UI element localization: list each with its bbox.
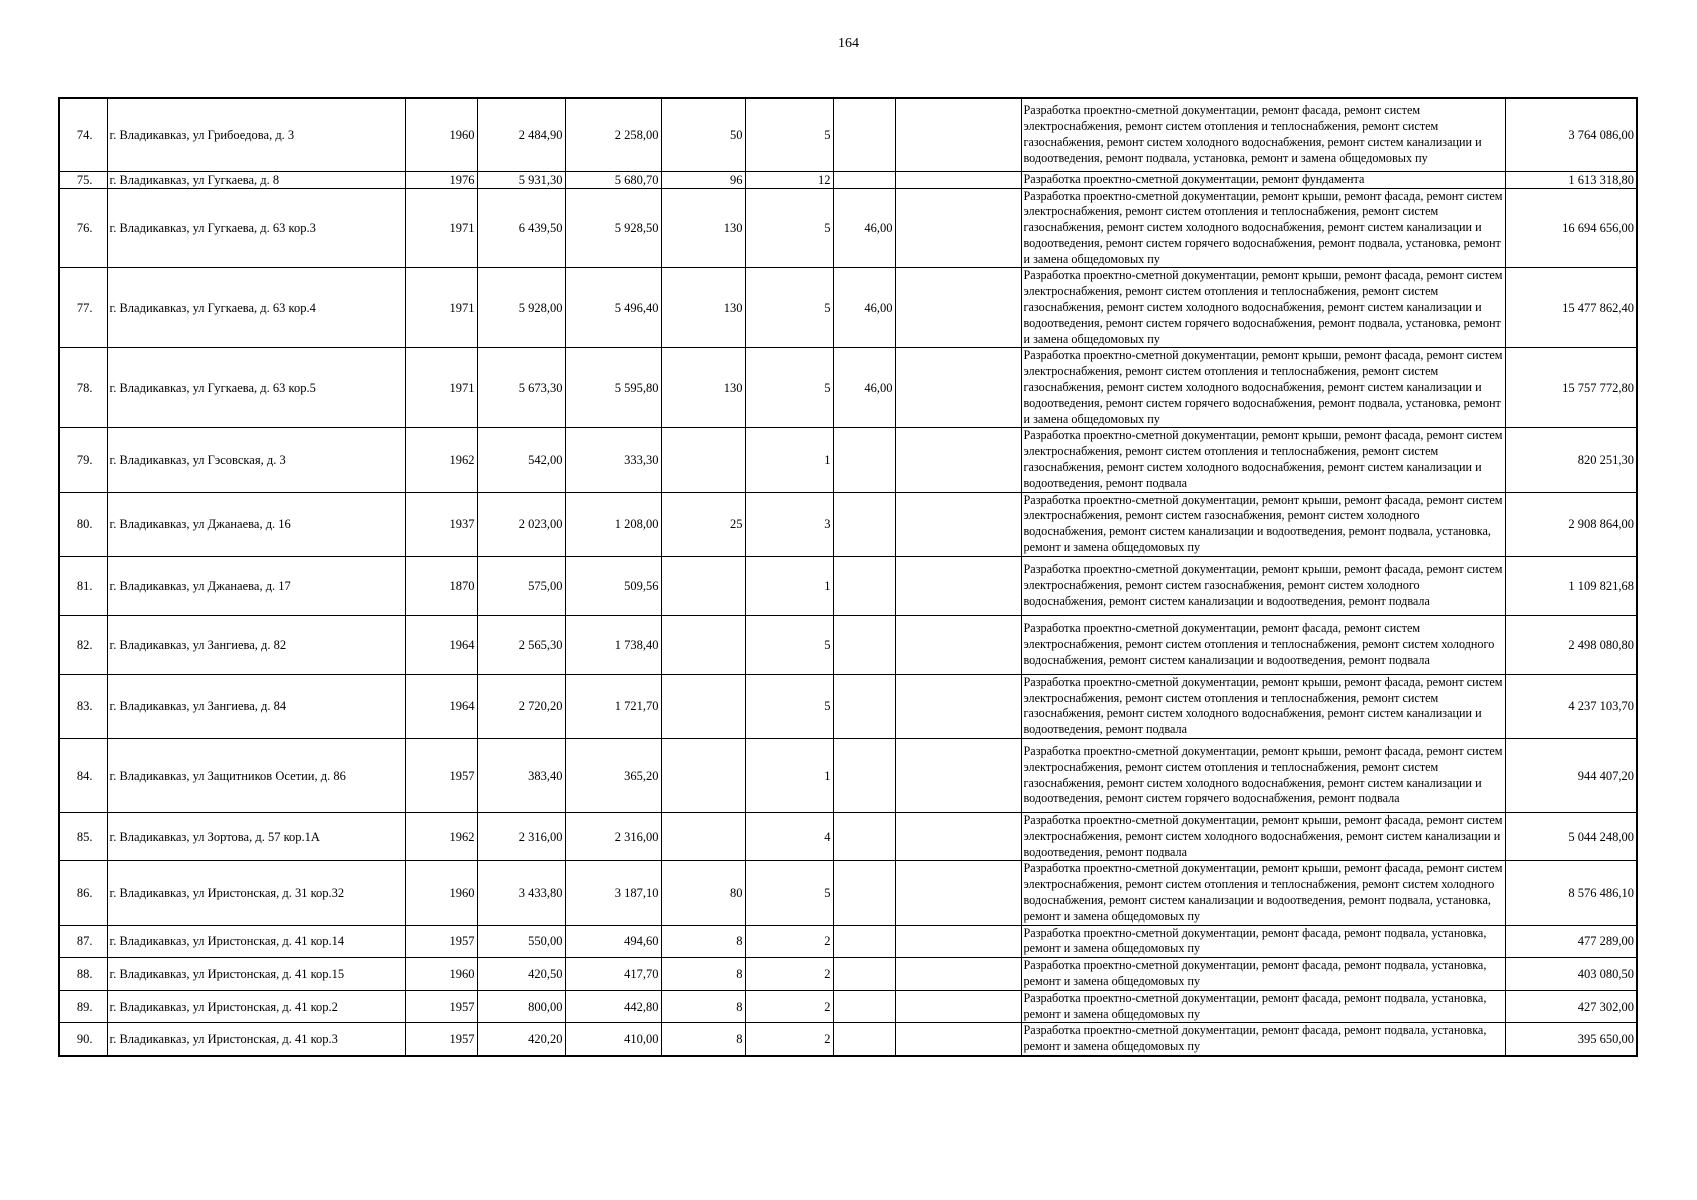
residents-cell: 96 xyxy=(661,171,745,188)
address-cell: г. Владикавказ, ул Гэсовская, д. 3 xyxy=(107,428,405,492)
total-area-cell: 2 316,00 xyxy=(477,813,565,861)
living-area-cell: 1 208,00 xyxy=(565,492,661,556)
empty-cell xyxy=(895,958,1021,991)
works-description-cell: Разработка проектно-сметной документации, ремонт крыши, ремонт фасада, ремонт систем электроснабжения, ремонт систем холодного водоснабжения, ремонт систем канализации и водоотведения, ремонт подвала xyxy=(1021,813,1505,861)
cost-cell: 403 080,50 xyxy=(1505,958,1637,991)
row-number: 80. xyxy=(59,492,107,556)
extra-cell xyxy=(833,861,895,925)
table-row xyxy=(59,861,1637,925)
address-cell: г. Владикавказ, ул Джанаева, д. 16 xyxy=(107,492,405,556)
works-description-cell: Разработка проектно-сметной документации, ремонт крыши, ремонт фасада, ремонт систем электроснабжения, ремонт систем отопления и теплоснабжения, ремонт систем газоснабжения, ремонт систем холодного водоснабжения, ремонт систем канализации и водоотведения, ремонт систем горячего водоснабжения, ремонт подвала, установка, ремонт и замена общедомовых пу xyxy=(1021,348,1505,428)
table-row xyxy=(59,171,1637,188)
year-cell: 1960 xyxy=(405,958,477,991)
extra-cell: 46,00 xyxy=(833,348,895,428)
living-area-cell: 5 928,50 xyxy=(565,188,661,268)
works-description-cell: Разработка проектно-сметной документации, ремонт крыши, ремонт фасада, ремонт систем электроснабжения, ремонт систем отопления и теплоснабжения, ремонт систем холодного водоснабжения, ремонт систем канализации и водоотведения, ремонт подвала, установка, ремонт и замена общедомовых пу xyxy=(1021,861,1505,925)
floors-cell: 2 xyxy=(745,990,833,1023)
table-row xyxy=(59,958,1637,991)
row-number: 82. xyxy=(59,615,107,674)
empty-cell xyxy=(895,925,1021,958)
floors-cell: 4 xyxy=(745,813,833,861)
cost-cell: 4 237 103,70 xyxy=(1505,674,1637,738)
residents-cell: 25 xyxy=(661,492,745,556)
address-cell: г. Владикавказ, ул Защитников Осетии, д. 86 xyxy=(107,739,405,813)
total-area-cell: 2 565,30 xyxy=(477,615,565,674)
table-row xyxy=(59,556,1637,615)
table-row xyxy=(59,188,1637,268)
extra-cell xyxy=(833,813,895,861)
cost-cell: 1 109 821,68 xyxy=(1505,556,1637,615)
address-cell: г. Владикавказ, ул Зангиева, д. 84 xyxy=(107,674,405,738)
empty-cell xyxy=(895,171,1021,188)
address-cell: г. Владикавказ, ул Зангиева, д. 82 xyxy=(107,615,405,674)
row-number: 86. xyxy=(59,861,107,925)
total-area-cell: 800,00 xyxy=(477,990,565,1023)
address-cell: г. Владикавказ, ул Зортова, д. 57 кор.1А xyxy=(107,813,405,861)
cost-cell: 2 908 864,00 xyxy=(1505,492,1637,556)
residents-cell xyxy=(661,813,745,861)
living-area-cell: 5 680,70 xyxy=(565,171,661,188)
year-cell: 1957 xyxy=(405,990,477,1023)
address-cell: г. Владикавказ, ул Джанаева, д. 17 xyxy=(107,556,405,615)
cost-cell: 15 477 862,40 xyxy=(1505,268,1637,348)
works-description-cell: Разработка проектно-сметной документации, ремонт крыши, ремонт фасада, ремонт систем электроснабжения, ремонт систем газоснабжения, ремонт систем холодного водоснабжения, ремонт систем канализации и водоотведения, ремонт подвала xyxy=(1021,556,1505,615)
residents-cell xyxy=(661,556,745,615)
table-row xyxy=(59,492,1637,556)
row-number: 78. xyxy=(59,348,107,428)
address-cell: г. Владикавказ, ул Иристонская, д. 31 кор.32 xyxy=(107,861,405,925)
row-number: 83. xyxy=(59,674,107,738)
empty-cell xyxy=(895,674,1021,738)
row-number: 89. xyxy=(59,990,107,1023)
row-number: 90. xyxy=(59,1023,107,1056)
cost-cell: 944 407,20 xyxy=(1505,739,1637,813)
empty-cell xyxy=(895,556,1021,615)
total-area-cell: 420,50 xyxy=(477,958,565,991)
page-number: 164 xyxy=(838,36,859,51)
table-row xyxy=(59,428,1637,492)
extra-cell xyxy=(833,615,895,674)
total-area-cell: 550,00 xyxy=(477,925,565,958)
works-description-cell: Разработка проектно-сметной документации, ремонт крыши, ремонт фасада, ремонт систем электроснабжения, ремонт систем газоснабжения, ремонт систем холодного водоснабжения, ремонт систем канализации и водоотведения, ремонт подвала, установка, ремонт и замена общедомовых пу xyxy=(1021,492,1505,556)
address-cell: г. Владикавказ, ул Грибоедова, д. 3 xyxy=(107,98,405,171)
floors-cell: 5 xyxy=(745,615,833,674)
row-number: 81. xyxy=(59,556,107,615)
address-cell: г. Владикавказ, ул Иристонская, д. 41 кор.14 xyxy=(107,925,405,958)
works-description-cell: Разработка проектно-сметной документации, ремонт фундамента xyxy=(1021,171,1505,188)
living-area-cell: 1 738,40 xyxy=(565,615,661,674)
address-cell: г. Владикавказ, ул Гугкаева, д. 8 xyxy=(107,171,405,188)
cost-cell: 395 650,00 xyxy=(1505,1023,1637,1056)
floors-cell: 1 xyxy=(745,739,833,813)
cost-cell: 477 289,00 xyxy=(1505,925,1637,958)
empty-cell xyxy=(895,428,1021,492)
cost-cell: 3 764 086,00 xyxy=(1505,98,1637,171)
works-description-cell: Разработка проектно-сметной документации, ремонт фасада, ремонт систем электроснабжения, ремонт систем отопления и теплоснабжения, ремонт систем холодного водоснабжения, ремонт систем канализации и водоотведения, ремонт подвала xyxy=(1021,615,1505,674)
living-area-cell: 509,56 xyxy=(565,556,661,615)
floors-cell: 2 xyxy=(745,958,833,991)
row-number: 79. xyxy=(59,428,107,492)
empty-cell xyxy=(895,813,1021,861)
year-cell: 1971 xyxy=(405,188,477,268)
year-cell: 1957 xyxy=(405,925,477,958)
table-row xyxy=(59,739,1637,813)
address-cell: г. Владикавказ, ул Иристонская, д. 41 кор.3 xyxy=(107,1023,405,1056)
year-cell: 1960 xyxy=(405,98,477,171)
residents-cell: 130 xyxy=(661,188,745,268)
floors-cell: 5 xyxy=(745,98,833,171)
total-area-cell: 420,20 xyxy=(477,1023,565,1056)
residents-cell: 8 xyxy=(661,925,745,958)
living-area-cell: 417,70 xyxy=(565,958,661,991)
empty-cell xyxy=(895,990,1021,1023)
works-description-cell: Разработка проектно-сметной документации, ремонт крыши, ремонт фасада, ремонт систем электроснабжения, ремонт систем отопления и теплоснабжения, ремонт систем газоснабжения, ремонт систем холодного водоснабжения, ремонт систем канализации и водоотведения, ремонт подвала xyxy=(1021,674,1505,738)
residents-cell xyxy=(661,615,745,674)
table-row xyxy=(59,615,1637,674)
extra-cell xyxy=(833,674,895,738)
residents-cell xyxy=(661,739,745,813)
residents-cell: 8 xyxy=(661,1023,745,1056)
total-area-cell: 3 433,80 xyxy=(477,861,565,925)
year-cell: 1962 xyxy=(405,428,477,492)
residents-cell: 8 xyxy=(661,958,745,991)
cost-cell: 427 302,00 xyxy=(1505,990,1637,1023)
empty-cell xyxy=(895,492,1021,556)
residents-cell: 130 xyxy=(661,348,745,428)
extra-cell xyxy=(833,171,895,188)
works-description-cell: Разработка проектно-сметной документации, ремонт фасада, ремонт подвала, установка, ремонт и замена общедомовых пу xyxy=(1021,925,1505,958)
table-row xyxy=(59,674,1637,738)
empty-cell xyxy=(895,188,1021,268)
living-area-cell: 5 595,80 xyxy=(565,348,661,428)
row-number: 77. xyxy=(59,268,107,348)
extra-cell xyxy=(833,925,895,958)
living-area-cell: 365,20 xyxy=(565,739,661,813)
floors-cell: 5 xyxy=(745,188,833,268)
address-cell: г. Владикавказ, ул Иристонская, д. 41 кор.2 xyxy=(107,990,405,1023)
extra-cell: 46,00 xyxy=(833,188,895,268)
year-cell: 1971 xyxy=(405,268,477,348)
empty-cell xyxy=(895,98,1021,171)
empty-cell xyxy=(895,615,1021,674)
cost-cell: 1 613 318,80 xyxy=(1505,171,1637,188)
works-description-cell: Разработка проектно-сметной документации, ремонт крыши, ремонт фасада, ремонт систем электроснабжения, ремонт систем отопления и теплоснабжения, ремонт систем газоснабжения, ремонт систем холодного водоснабжения, ремонт систем канализации и водоотведения, ремонт систем горячего водоснабжения, ремонт подвала, установка, ремонт и замена общедомовых пу xyxy=(1021,188,1505,268)
living-area-cell: 410,00 xyxy=(565,1023,661,1056)
address-cell: г. Владикавказ, ул Гугкаева, д. 63 кор.3 xyxy=(107,188,405,268)
empty-cell xyxy=(895,739,1021,813)
total-area-cell: 542,00 xyxy=(477,428,565,492)
residents-cell: 8 xyxy=(661,990,745,1023)
empty-cell xyxy=(895,268,1021,348)
living-area-cell: 2 316,00 xyxy=(565,813,661,861)
row-number: 84. xyxy=(59,739,107,813)
extra-cell xyxy=(833,958,895,991)
living-area-cell: 5 496,40 xyxy=(565,268,661,348)
row-number: 76. xyxy=(59,188,107,268)
living-area-cell: 1 721,70 xyxy=(565,674,661,738)
year-cell: 1870 xyxy=(405,556,477,615)
table-row xyxy=(59,925,1637,958)
floors-cell: 5 xyxy=(745,861,833,925)
total-area-cell: 2 023,00 xyxy=(477,492,565,556)
extra-cell xyxy=(833,990,895,1023)
floors-cell: 5 xyxy=(745,348,833,428)
table-body xyxy=(59,98,1637,1056)
cost-cell: 820 251,30 xyxy=(1505,428,1637,492)
year-cell: 1976 xyxy=(405,171,477,188)
row-number: 88. xyxy=(59,958,107,991)
row-number: 85. xyxy=(59,813,107,861)
year-cell: 1937 xyxy=(405,492,477,556)
works-description-cell: Разработка проектно-сметной документации, ремонт фасада, ремонт подвала, установка, ремонт и замена общедомовых пу xyxy=(1021,990,1505,1023)
total-area-cell: 6 439,50 xyxy=(477,188,565,268)
living-area-cell: 2 258,00 xyxy=(565,98,661,171)
works-description-cell: Разработка проектно-сметной документации, ремонт крыши, ремонт фасада, ремонт систем электроснабжения, ремонт систем отопления и теплоснабжения, ремонт систем газоснабжения, ремонт систем холодного водоснабжения, ремонт систем канализации и водоотведения, ремонт систем горячего водоснабжения, ремонт подвала, установка, ремонт и замена общедомовых пу xyxy=(1021,268,1505,348)
residents-cell: 50 xyxy=(661,98,745,171)
total-area-cell: 383,40 xyxy=(477,739,565,813)
empty-cell xyxy=(895,861,1021,925)
living-area-cell: 3 187,10 xyxy=(565,861,661,925)
row-number: 87. xyxy=(59,925,107,958)
floors-cell: 3 xyxy=(745,492,833,556)
floors-cell: 1 xyxy=(745,428,833,492)
floors-cell: 5 xyxy=(745,268,833,348)
address-cell: г. Владикавказ, ул Гугкаева, д. 63 кор.5 xyxy=(107,348,405,428)
table-row xyxy=(59,348,1637,428)
empty-cell xyxy=(895,1023,1021,1056)
residents-cell xyxy=(661,674,745,738)
works-description-cell: Разработка проектно-сметной документации, ремонт фасада, ремонт подвала, установка, ремонт и замена общедомовых пу xyxy=(1021,1023,1505,1056)
year-cell: 1957 xyxy=(405,1023,477,1056)
cost-cell: 16 694 656,00 xyxy=(1505,188,1637,268)
repair-program-table xyxy=(58,97,1638,1057)
extra-cell: 46,00 xyxy=(833,268,895,348)
row-number: 75. xyxy=(59,171,107,188)
extra-cell xyxy=(833,492,895,556)
table-row xyxy=(59,98,1637,171)
year-cell: 1964 xyxy=(405,615,477,674)
works-description-cell: Разработка проектно-сметной документации, ремонт крыши, ремонт фасада, ремонт систем электроснабжения, ремонт систем отопления и теплоснабжения, ремонт систем газоснабжения, ремонт систем холодного водоснабжения, ремонт систем канализации и водоотведения, ремонт подвала xyxy=(1021,428,1505,492)
extra-cell xyxy=(833,428,895,492)
floors-cell: 1 xyxy=(745,556,833,615)
total-area-cell: 5 928,00 xyxy=(477,268,565,348)
living-area-cell: 494,60 xyxy=(565,925,661,958)
floors-cell: 5 xyxy=(745,674,833,738)
row-number: 74. xyxy=(59,98,107,171)
floors-cell: 12 xyxy=(745,171,833,188)
extra-cell xyxy=(833,739,895,813)
floors-cell: 2 xyxy=(745,925,833,958)
address-cell: г. Владикавказ, ул Иристонская, д. 41 кор.15 xyxy=(107,958,405,991)
empty-cell xyxy=(895,348,1021,428)
table-row xyxy=(59,990,1637,1023)
year-cell: 1960 xyxy=(405,861,477,925)
cost-cell: 15 757 772,80 xyxy=(1505,348,1637,428)
living-area-cell: 442,80 xyxy=(565,990,661,1023)
extra-cell xyxy=(833,1023,895,1056)
total-area-cell: 575,00 xyxy=(477,556,565,615)
living-area-cell: 333,30 xyxy=(565,428,661,492)
cost-cell: 8 576 486,10 xyxy=(1505,861,1637,925)
total-area-cell: 2 484,90 xyxy=(477,98,565,171)
table-row xyxy=(59,268,1637,348)
residents-cell: 80 xyxy=(661,861,745,925)
works-description-cell: Разработка проектно-сметной документации, ремонт фасада, ремонт подвала, установка, ремонт и замена общедомовых пу xyxy=(1021,958,1505,991)
year-cell: 1957 xyxy=(405,739,477,813)
table-row xyxy=(59,813,1637,861)
total-area-cell: 5 673,30 xyxy=(477,348,565,428)
floors-cell: 2 xyxy=(745,1023,833,1056)
year-cell: 1962 xyxy=(405,813,477,861)
cost-cell: 5 044 248,00 xyxy=(1505,813,1637,861)
extra-cell xyxy=(833,556,895,615)
address-cell: г. Владикавказ, ул Гугкаева, д. 63 кор.4 xyxy=(107,268,405,348)
residents-cell xyxy=(661,428,745,492)
works-description-cell: Разработка проектно-сметной документации, ремонт фасада, ремонт систем электроснабжения, ремонт систем отопления и теплоснабжения, ремонт систем газоснабжения, ремонт систем холодного водоснабжения, ремонт систем канализации и водоотведения, ремонт подвала, установка, ремонт и замена общедомовых пу xyxy=(1021,98,1505,171)
extra-cell xyxy=(833,98,895,171)
total-area-cell: 2 720,20 xyxy=(477,674,565,738)
table-row xyxy=(59,1023,1637,1056)
residents-cell: 130 xyxy=(661,268,745,348)
year-cell: 1964 xyxy=(405,674,477,738)
year-cell: 1971 xyxy=(405,348,477,428)
total-area-cell: 5 931,30 xyxy=(477,171,565,188)
works-description-cell: Разработка проектно-сметной документации, ремонт крыши, ремонт фасада, ремонт систем электроснабжения, ремонт систем отопления и теплоснабжения, ремонт систем газоснабжения, ремонт систем холодного водоснабжения, ремонт систем канализации и водоотведения, ремонт систем горячего водоснабжения, ремонт подвала xyxy=(1021,739,1505,813)
cost-cell: 2 498 080,80 xyxy=(1505,615,1637,674)
